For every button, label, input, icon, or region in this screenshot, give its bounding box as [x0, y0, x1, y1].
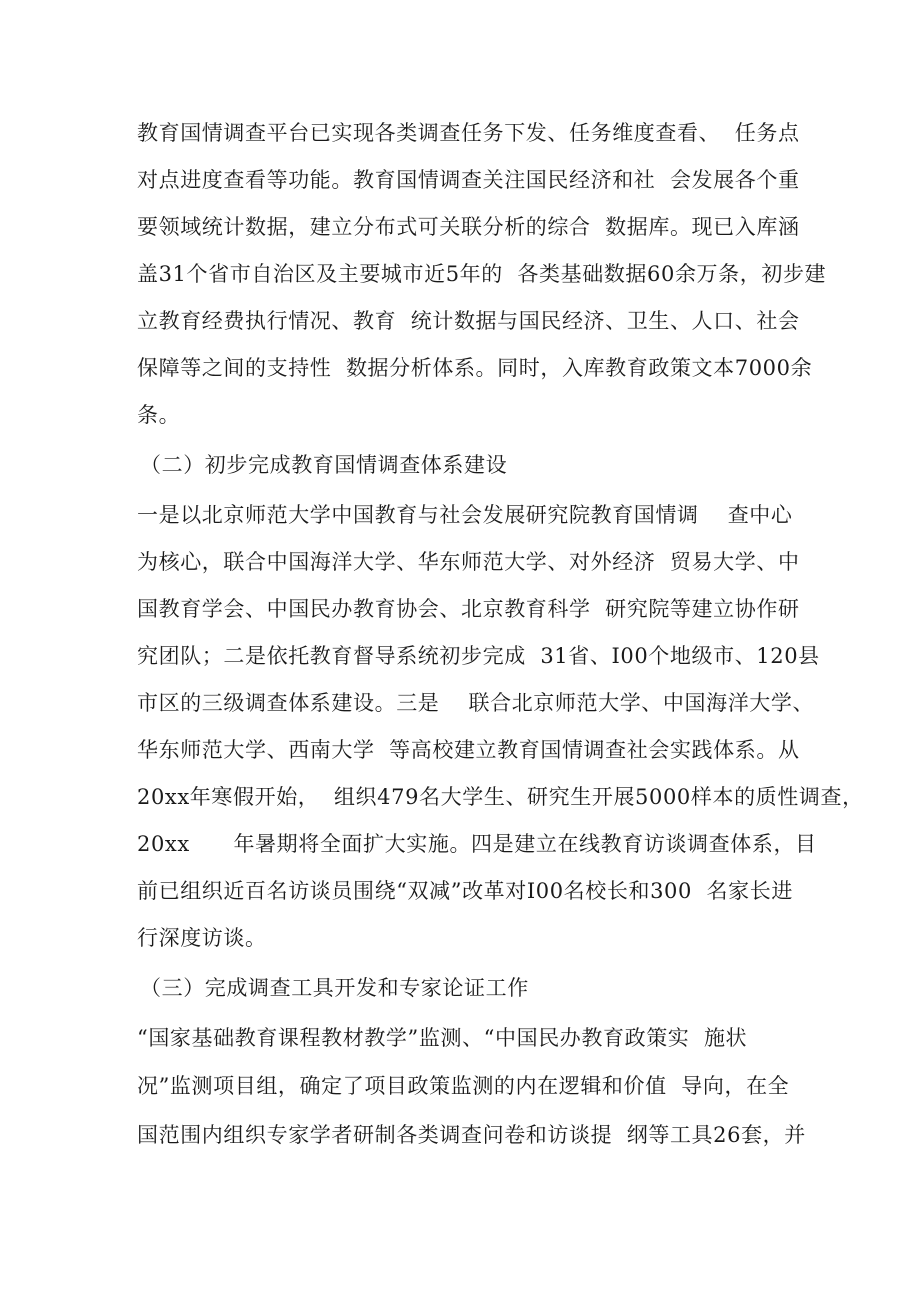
body-line: 要领域统计数据，建立分布式可关联分析的综合 数据库。现已入库涵: [137, 215, 800, 239]
body-line: 国范围内组织专家学者研制各类调查问卷和访谈提 纲等工具26套，并: [137, 1123, 806, 1147]
body-line: 条。: [137, 403, 181, 427]
body-line: 保障等之间的支持性 数据分析体系。同时，入库教育政策文本7000余: [137, 356, 813, 380]
body-line: 盖31个省市自治区及主要城市近5年的 各类基础数据60余万条，初步建: [137, 262, 827, 286]
body-line: 20xx年寒假开始， 组织479名大学生、研究生开展5000样本的质性调查，: [137, 785, 864, 809]
body-line: 立教育经费执行情况、教育 统计数据与国民经济、卫生、人口、社会: [137, 309, 800, 333]
body-line: 况”监测项目组，确定了项目政策监测的内在逻辑和价值 导向，在全: [137, 1074, 790, 1098]
body-line: 前已组织近百名访谈员围绕“双减”改革对I00名校长和300 名家长进: [137, 879, 793, 903]
body-line: 一是以北京师范大学中国教育与社会发展研究院教育国情调 查中心: [137, 503, 793, 527]
body-line: 究团队；二是依托教育督导系统初步完成 31省、I00个地级市、120县: [137, 644, 820, 668]
body-line: 华东师范大学、西南大学 等高校建立教育国情调查社会实践体系。从: [137, 738, 800, 762]
section-heading: （二）初步完成教育国情调查体系建设: [140, 453, 508, 477]
body-line: 为核心，联合中国海洋大学、华东师范大学、对外经济 贸易大学、中: [137, 550, 800, 574]
body-line: 教育国情调查平台已实现各类调查任务下发、任务维度查看、 任务点: [137, 121, 800, 145]
body-line: 对点进度查看等功能。教育国情调查关注国民经济和社 会发展各个重: [137, 168, 800, 192]
section-heading: （三）完成调查工具开发和专家论证工作: [140, 976, 529, 1000]
body-line: “国家基础教育课程教材教学”监测、“中国民办教育政策实 施状: [137, 1026, 748, 1050]
body-line: 国教育学会、中国民办教育协会、北京教育科学 研究院等建立协作研: [137, 597, 800, 621]
body-line: 20xx 年暑期将全面扩大实施。四是建立在线教育访谈调查体系，目: [137, 832, 817, 856]
body-line: 市区的三级调查体系建设。三是 联合北京师范大学、中国海洋大学、: [137, 691, 815, 715]
body-line: 行深度访谈。: [137, 926, 267, 950]
